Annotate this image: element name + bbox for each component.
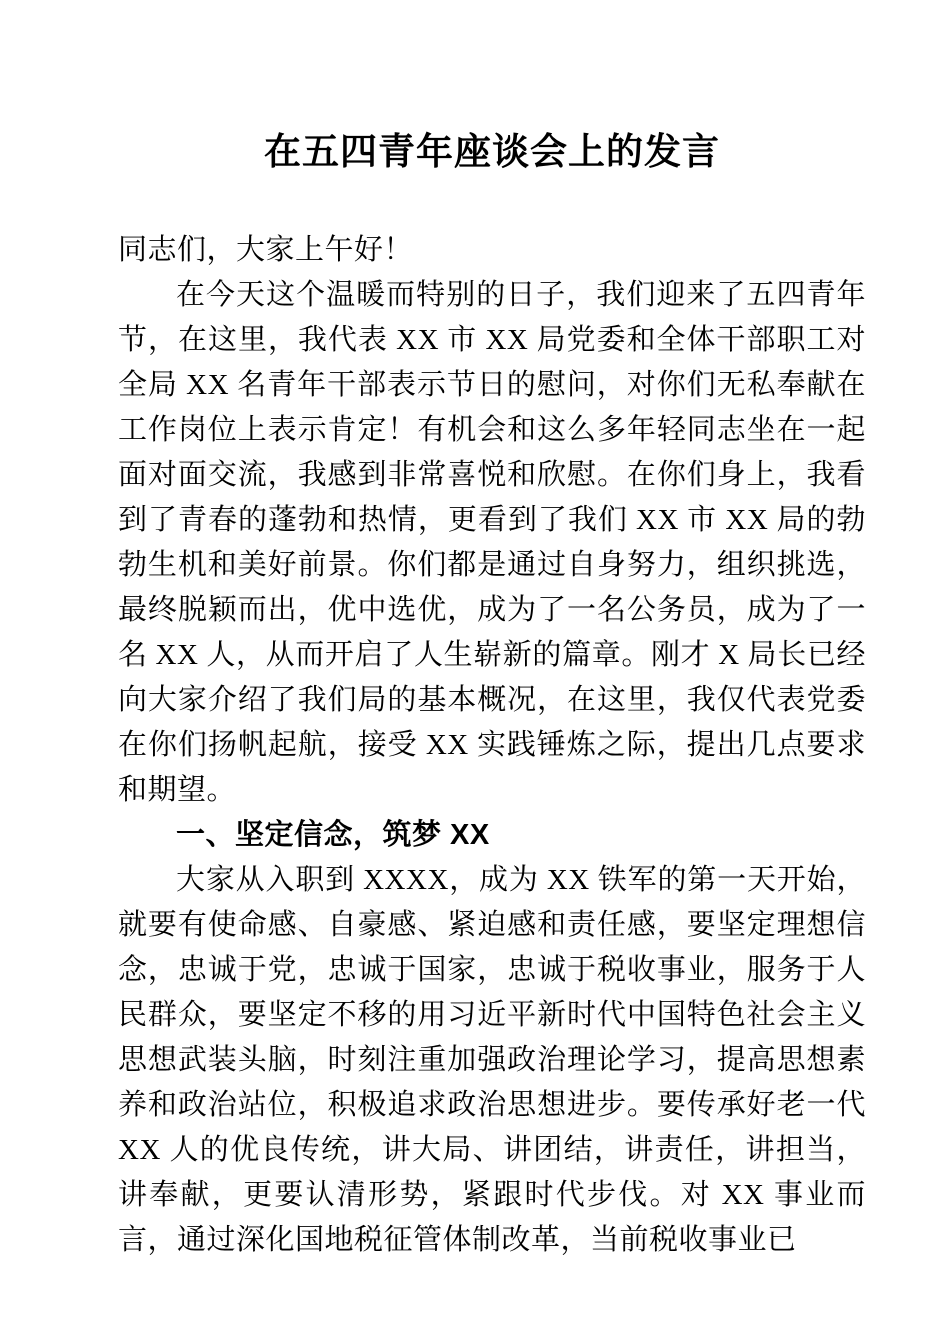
section-1-paragraph: 大家从入职到 XXXX，成为 XX 铁军的第一天开始，就要有使命感、自豪感、紧迫感和责任感，要坚定理想信念，忠诚于党，忠诚于国家，忠诚于税收事业，服务于人民群众，要坚定不移的用习近平新时代中国特色社会主义思想武装头脑，时刻注重加强政治理论学习，提高思想素养和政治站位，积极追求政治思想进步。要传承好老一代 XX 人的优良传统，讲大局、讲团结，讲责任，讲担当，讲奉献，更要认清形势，紧跟时代步伐。对 XX 事业而言，通过深化国地税征管体制改革，当前税收事业已 xyxy=(118,864,866,1256)
opening-paragraph: 在今天这个温暖而特别的日子，我们迎来了五四青年节，在这里，我代表 XX 市 XX 局党委和全体干部职工对全局 XX 名青年干部表示节日的慰问，对你们无私奉献在工作岗位上表示肯定！有机会和这么多年轻同志坐在一起面对面交流，我感到非常喜悦和欣慰。在你们身上，我看到了青春的蓬勃和热情，更看到了我们 XX 市 XX 局的勃勃生机和美好前景。你们都是通过自身努力，组织挑选，最终脱颖而出，优中选优，成为了一名公务员，成为了一名 XX 人，从而开启了人生崭新的篇章。刚才 X 局长已经向大家介绍了我们局的基本概况，在这里，我仅代表党委在你们扬帆起航，接受 XX 实践锤炼之际，提出几点要求和期望。 xyxy=(118,279,866,806)
greeting-line: 同志们，大家上午好！ xyxy=(118,234,414,266)
doc-title: 在五四青年座谈会上的发言 xyxy=(264,132,720,173)
section-heading-1: 一、坚定信念，筑梦 XX xyxy=(176,819,490,851)
